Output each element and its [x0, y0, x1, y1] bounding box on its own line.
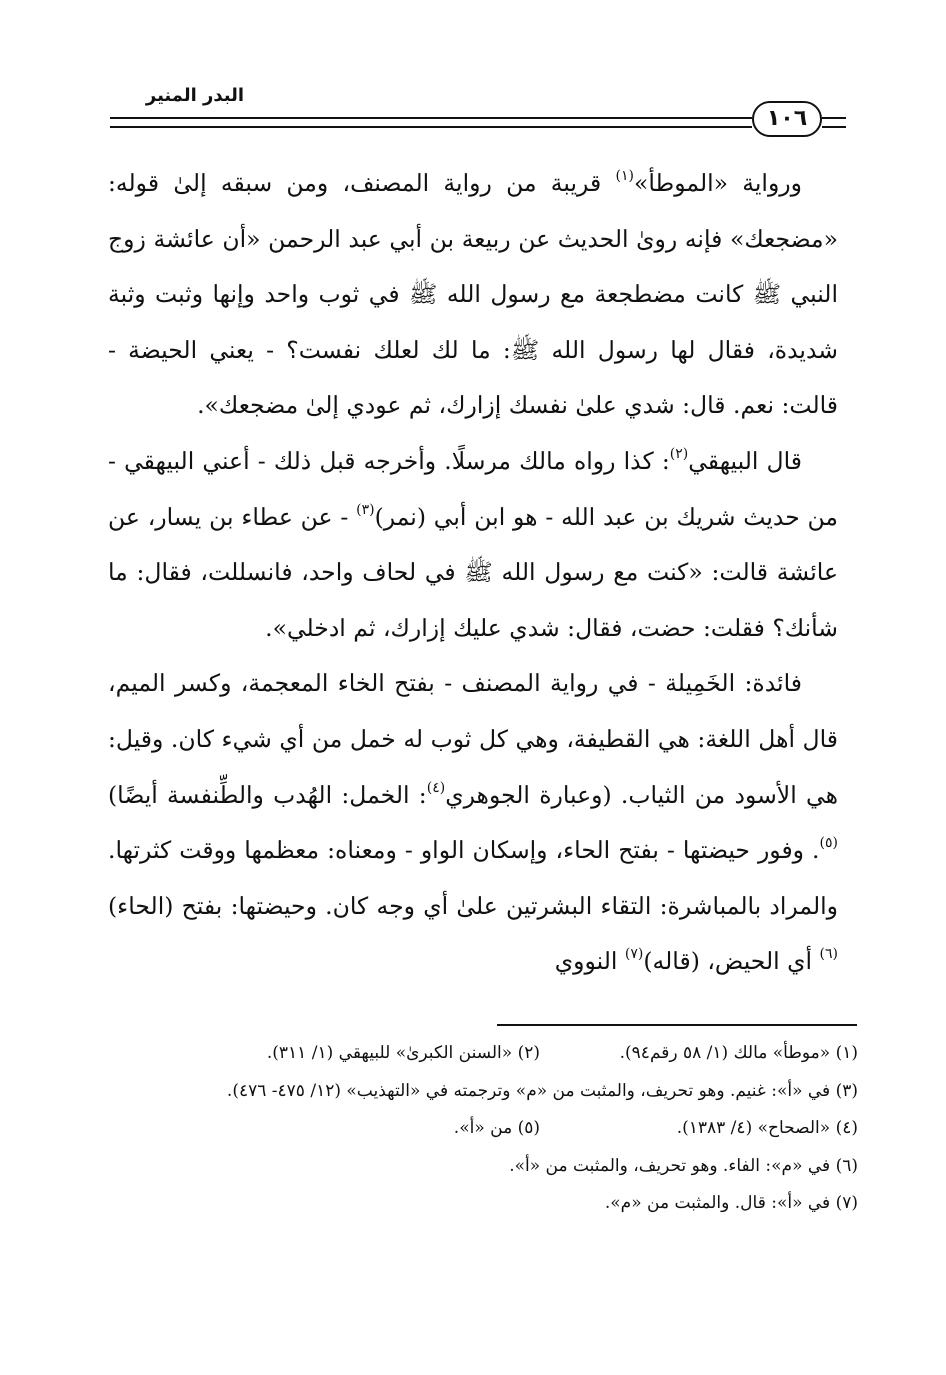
footnote-4: (٤) «الصحاح» (٤/ ١٣٨٣). — [676, 1118, 858, 1138]
footnote-ref-4: (٤) — [426, 779, 446, 796]
header-rule — [110, 117, 752, 128]
text-run: ورواية «الموطأ» — [633, 169, 803, 197]
paragraph-3 — [108, 656, 838, 990]
footnote-6: (٦) في «م»: الفاء. وهو تحريف، والمثبت من «أ». — [509, 1155, 858, 1176]
footnote-row — [108, 1110, 858, 1148]
footnote-ref-3: (٣) — [356, 501, 375, 518]
text-run: قال البيهقي — [688, 446, 802, 475]
footnote-ref-1: (١) — [615, 168, 634, 184]
footnote-ref-2: (٢) — [669, 445, 689, 462]
text-run: . وفور حيضتها - بفتح الحاء، وإسكان الواو - ومعناه: معظمها ووقت كثرتها. والمراد بالمباشرة: التقاء البشرتين علىٰ أي وجه كان. وحيضتها: بفتح (الحاء) — [108, 836, 838, 920]
footnote-2: (٢) «السنن الكبرىٰ» للبيهقي (١/ ٣١١). — [266, 1043, 540, 1063]
footnote-7: (٧) في «أ»: قال. والمثبت من «م». — [604, 1193, 858, 1213]
footnote-row — [108, 1035, 858, 1073]
footnote-separator — [497, 1024, 857, 1026]
text-run: - عن عطاء بن يسار، عن عائشة قالت: «كنت مع رسول الله ﷺ في لحاف واحد، فانسللت، فقال: ما شأنك؟ فقلت: حضت، فقال: شدي عليك إزارك، ثم ادخلي». — [108, 502, 838, 642]
text-run: : كذا رواه مالك مرسلًا. وأخرجه قبل ذلك - أعني البيهقي - من حديث شريك بن عبد الله - هو ابن أبي (نمر) — [108, 446, 838, 531]
paragraph-1 — [108, 156, 838, 434]
footnote-ref-7: (٧) — [624, 946, 644, 963]
text-run: قريبة من رواية المصنف، ومن سبقه إلىٰ قوله: «مضجعك» فإنه روىٰ الحديث عن ربيعة بن أبي عبد الرحمن «أن عائشة زوج النبي ﷺ كانت مضطجعة مع رسول الله ﷺ في ثوب واحد وإنها وثبت وثبة شديدة، فقال لها رسول الله ﷺ: ما لك لعلك نفست؟ - يعني الحيضة - قالت: نعم. قال: شدي علىٰ نفسك إزارك، ثم عودي إلىٰ مضجعك». — [108, 169, 838, 420]
text-run: فائدة: الخَمِيلة - في رواية المصنف - بفتح الخاء المعجمة، وكسر الميم، قال أهل اللغة: هي القطيفة، وهي كل ثوب له خمل من أي شيء كان. وقيل: هي الأسود من الثياب. (وعبارة الجوهري — [108, 669, 838, 809]
footnote-5: (٥) من «أ». — [453, 1118, 540, 1138]
main-text — [108, 156, 838, 990]
text-run: : الخمل: الهُدب والطِّنفسة أيضًا) — [108, 780, 427, 809]
text-run: أي الحيض، (قاله) — [643, 947, 820, 976]
running-title: البدر المنير — [145, 85, 245, 106]
footnote-1: (١) «موطأ» مالك (١/ ٥٨ رقم٩٤). — [619, 1043, 858, 1063]
text-run: النووي — [554, 947, 625, 976]
footnote-3: (٣) في «أ»: غنيم. وهو تحريف، والمثبت من «م» وترجمته في «التهذيب» (١٢/ ٤٧٥- ٤٧٦). — [226, 1080, 858, 1101]
footnote-ref-6: (٦) — [819, 946, 838, 963]
paragraph-2 — [108, 434, 838, 656]
page-number: ١٠٦ — [752, 101, 822, 137]
footnote-ref-5: (٥) — [819, 835, 838, 852]
footnotes — [108, 1035, 858, 1223]
header-rule-right — [822, 117, 846, 128]
